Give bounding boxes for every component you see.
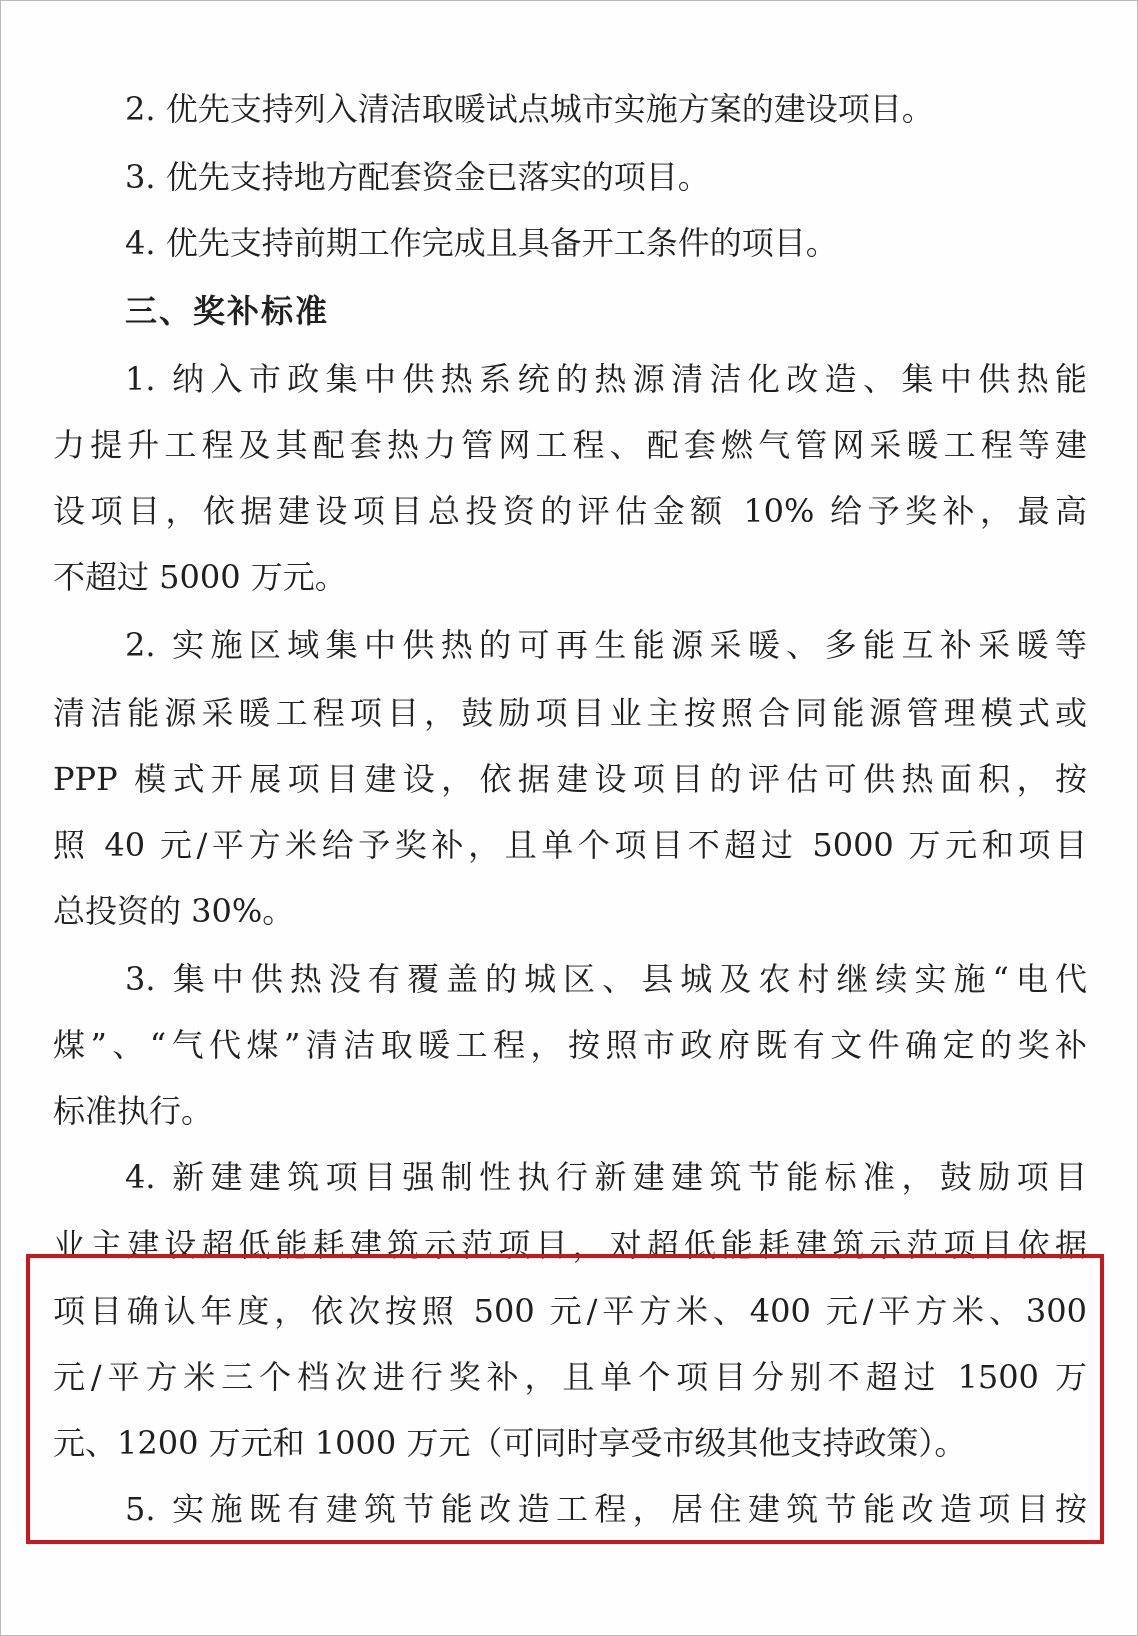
paragraph-4-line-3: 项目确认年度，依次按照 500 元/平方米、400 元/平方米、300 (53, 1292, 1087, 1330)
paragraph-2-line-4: 照 40 元/平方米给予奖补，且单个项目不超过 5000 万元和项目 (53, 826, 1087, 864)
paragraph-3-line-2: 煤”、“气代煤”清洁取暖工程，按照市政府既有文件确定的奖补 (53, 1026, 1087, 1064)
paragraph-1-line-1: 1. 纳入市政集中供热系统的热源清洁化改造、集中供热能 (125, 360, 1087, 398)
paragraph-2-line-1: 2. 实施区域集中供热的可再生能源采暖、多能互补采暖等 (125, 626, 1087, 664)
paragraph-1-line-4: 不超过 5000 万元。 (53, 558, 347, 596)
list-item-3: 3. 优先支持地方配套资金已落实的项目。 (125, 158, 710, 196)
paragraph-2-line-2: 清洁能源采暖工程项目，鼓励项目业主按照合同能源管理模式或 (53, 694, 1087, 732)
paragraph-3-line-3: 标准执行。 (53, 1092, 214, 1130)
paragraph-4-line-2: 业主建设超低能耗建筑示范项目，对超低能耗建筑示范项目依据 (53, 1226, 1087, 1264)
paragraph-2-line-3: PPP 模式开展项目建设，依据建设项目的评估可供热面积，按 (53, 760, 1087, 798)
list-item-2: 2. 优先支持列入清洁取暖试点城市实施方案的建设项目。 (125, 90, 934, 128)
paragraph-4-line-4: 元/平方米三个档次进行奖补，且单个项目分别不超过 1500 万 (53, 1358, 1087, 1396)
paragraph-2-line-5: 总投资的 30%。 (53, 892, 295, 930)
paragraph-4-line-1: 4. 新建建筑项目强制性执行新建建筑节能标准，鼓励项目 (125, 1158, 1087, 1196)
paragraph-3-line-1: 3. 集中供热没有覆盖的城区、县城及农村继续实施“电代 (125, 960, 1087, 998)
paragraph-4-line-5: 元、1200 万元和 1000 万元（可同时享受市级其他支持政策）。 (53, 1424, 967, 1462)
section-heading: 三、奖补标准 (125, 292, 330, 330)
paragraph-1-line-2: 力提升工程及其配套热力管网工程、配套燃气管网采暖工程等建 (53, 426, 1087, 464)
paragraph-5-line-1: 5. 实施既有建筑节能改造工程，居住建筑节能改造项目按 (125, 1490, 1087, 1528)
paragraph-1-line-3: 设项目，依据建设项目总投资的评估金额 10% 给予奖补，最高 (53, 492, 1087, 530)
list-item-4: 4. 优先支持前期工作完成且具备开工条件的项目。 (125, 224, 838, 262)
